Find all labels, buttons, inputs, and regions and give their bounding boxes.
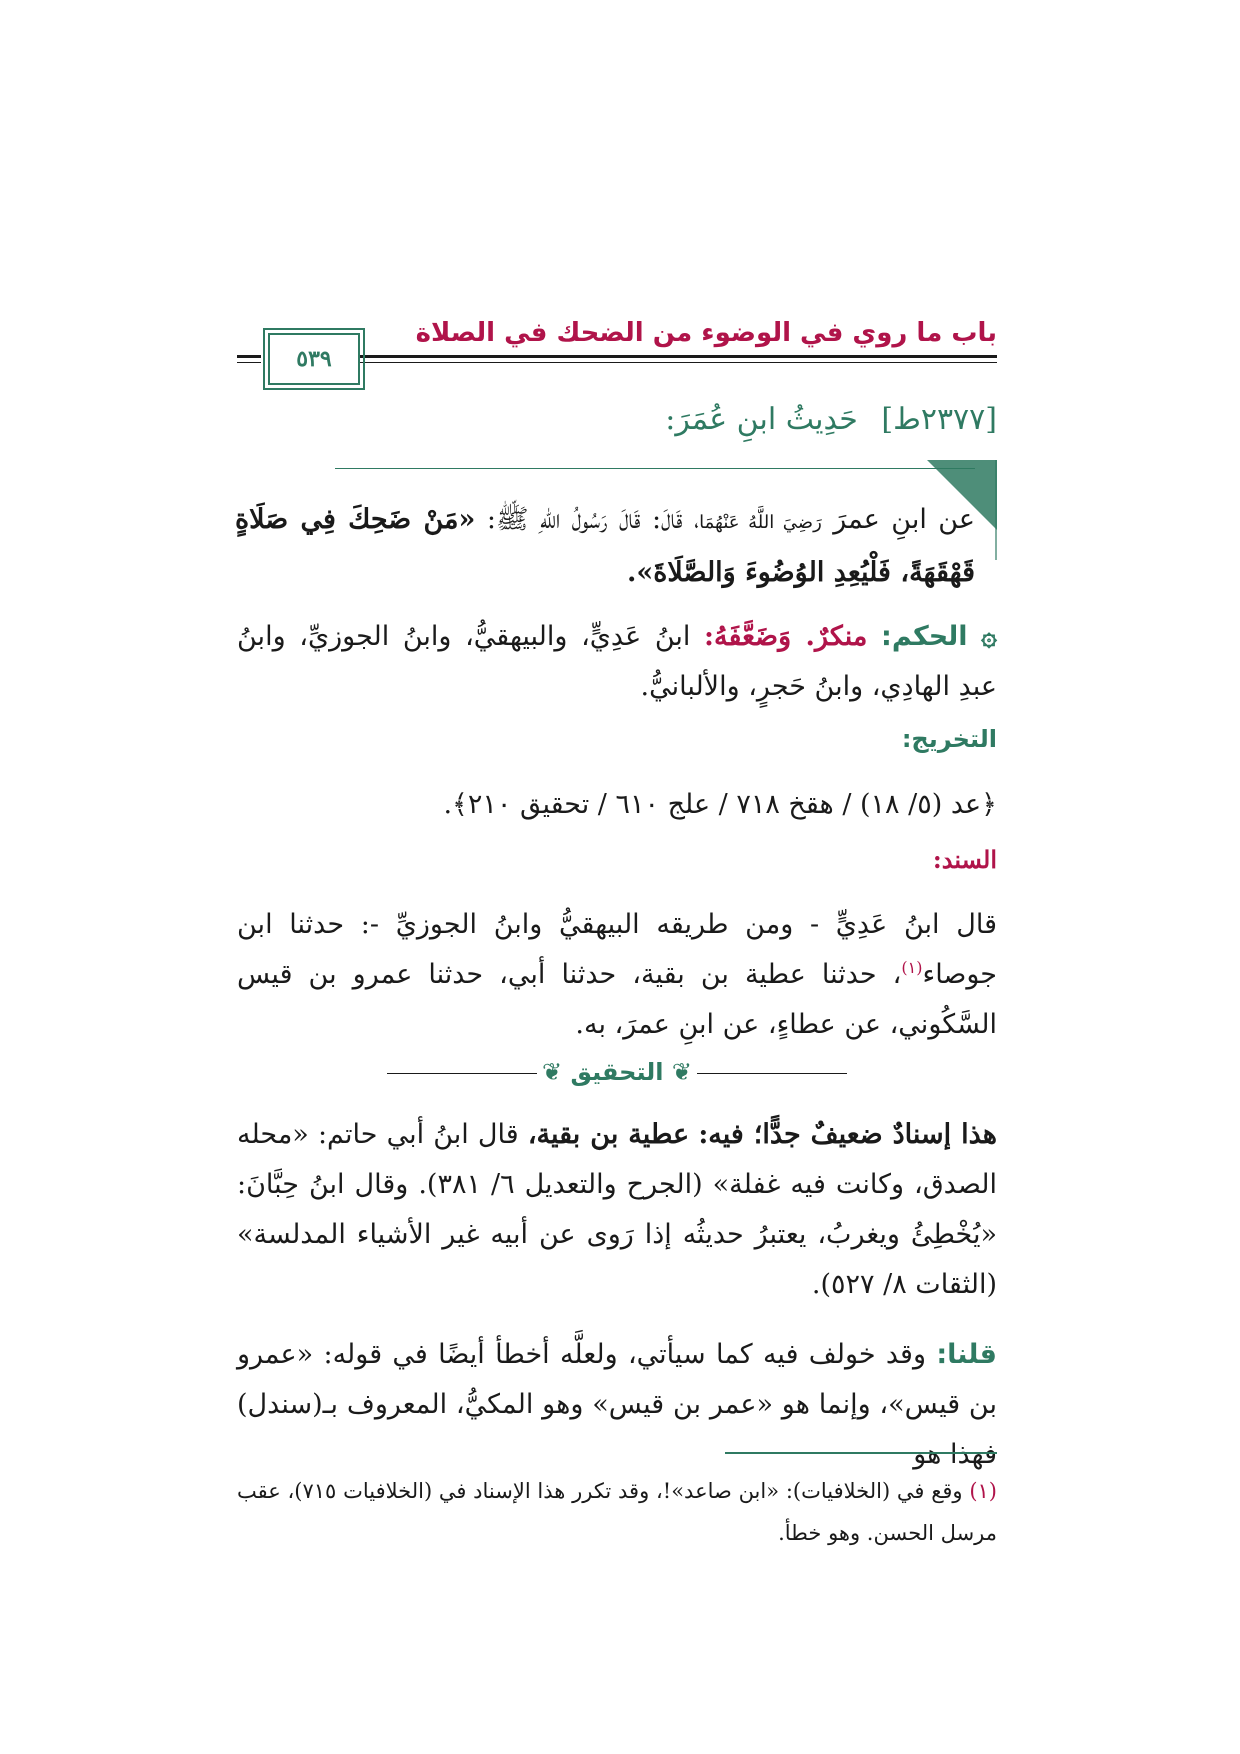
corner-ornament-line — [995, 460, 997, 560]
sanad-text-after: ، حدثنا عطية بن بقية، حدثنا أبي، حدثنا عمرو بن قيس السَّكُوني، عن عطاءٍ، عن ابنِ عمرَ، به. — [237, 959, 997, 1040]
takhrij-text: ﴿عد (٥/ ١٨) / هقخ ٧١٨ / علج ٦١٠ / تحقيق ٢١٠﴾. — [443, 789, 997, 820]
footnote-number: (١) — [969, 1479, 997, 1503]
paragraph-lead: هذا إسنادٌ ضعيفٌ جدًّا؛ فيه: — [698, 1119, 998, 1150]
hukm-text: ابنُ عَدِيٍّ، والبيهقيُّ، وابنُ الجوزيِّ، وابنُ عبدِ الهادِي، وابنُ حَجرٍ، والألبانيُّ. — [237, 621, 997, 702]
sanad-text-before: قال ابنُ عَدِيٍّ - ومن طريقه البيهقيُّ وابنُ الجوزيِّ -: حدثنا ابن جوصاء — [237, 909, 997, 990]
tahqiq-title-text: التحقيق — [570, 1058, 664, 1086]
honorific-glyph: رَضِيَ اللَّهُ عَنْهُمَا — [699, 512, 822, 533]
salutation-glyph: ﷺ — [495, 504, 529, 535]
page-number: ٥٣٩ — [268, 333, 360, 385]
running-title: باب ما روي في الوضوء من الضحك في الصلاة — [415, 318, 997, 348]
footnote — [237, 1470, 997, 1554]
qulna-text: وقد خولف فيه كما سيأتي، ولعلَّه أخطأ أيضًا في قوله: «عمرو بن قيس»، وإنما هو «عمر بن قيس» وهو المكيُّ، المعروف بـ(سندل) فهذا هو — [237, 1339, 997, 1470]
footnote-rule — [725, 1452, 997, 1454]
ornament-left-icon: ❦ — [663, 1058, 692, 1086]
heading-rule — [335, 468, 975, 469]
tahqiq-title — [237, 1058, 997, 1086]
tahqiq-divider — [237, 1058, 997, 1088]
qulna-paragraph — [237, 1330, 997, 1480]
sanad-label: السند: — [932, 845, 997, 874]
footnote-text: وقع في (الخلافيات): «ابن صاعد»!، وقد تكرر هذا الإسناد في (الخلافيات ٧١٥)، عقب مرسل الحسن. وهو خطأ. — [237, 1479, 997, 1545]
sanad-text — [237, 900, 997, 1050]
qulna-label: قلنا: — [936, 1339, 997, 1370]
paragraph-text: قال ابنُ أبي حاتم: «محله الصدق، وكانت فيه غفلة» (الجرح والتعديل ٦/ ٣٨١). وقال ابنُ حِبَّانَ: «يُخْطِئُ ويغربُ، يعتبرُ حديثُه إذا رَوى عن أبيه غير الأشياء المدلسة» (الثقات ٨/ ٥٢٧). — [237, 1119, 997, 1300]
hukm-label: الحكم: — [881, 621, 968, 652]
header-rule — [359, 355, 997, 363]
hadith-quote: «مَنْ ضَحِكَ فِي صَلَاةٍ قَهْقَهَةً، فَلْيُعِدِ الوُضُوءَ وَالصَّلَاةَ». — [235, 504, 975, 588]
hadith-intro: عن ابنِ عمرَ — [833, 504, 975, 535]
takhrij-label: التخريج: — [901, 725, 997, 753]
hadith-title: حَدِيثُ ابنِ عُمَرَ: — [665, 402, 858, 437]
header-rule-left — [237, 355, 261, 363]
hadith-text — [235, 495, 975, 598]
hadith-number: [٢٣٧٧ط] — [881, 402, 997, 437]
hadith-colon: : — [486, 504, 496, 535]
tahqiq-paragraph — [237, 1110, 997, 1310]
footnote-ref[interactable]: (١) — [901, 958, 923, 977]
hadith-said: ، قَالَ: قَالَ رَسُولُ اللهِ — [540, 504, 700, 535]
flower-ornament-icon: ۞ — [981, 621, 997, 652]
narrator-name: عطية بن بقية، — [527, 1119, 690, 1150]
hukm-verdict: منكرٌ. وَضَعَّفَهُ: — [704, 621, 868, 652]
hadith-heading — [665, 402, 997, 437]
ornament-right-icon: ❦ — [542, 1058, 571, 1086]
hukm-paragraph — [237, 612, 997, 712]
